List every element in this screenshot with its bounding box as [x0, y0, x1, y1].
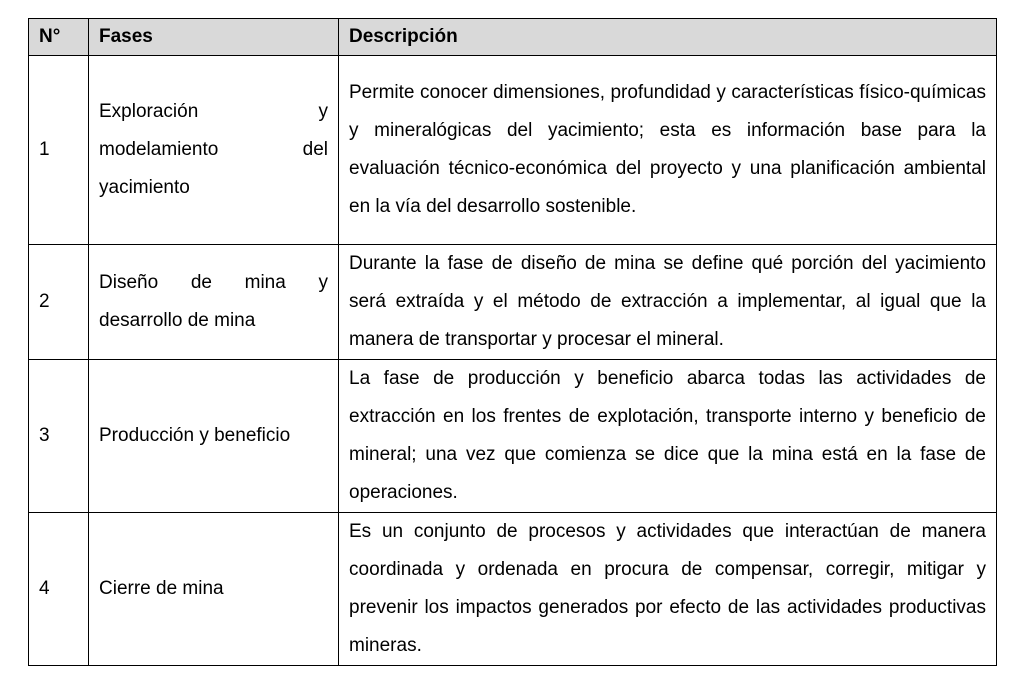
- row-number: 4: [29, 513, 89, 666]
- row-number: 1: [29, 56, 89, 245]
- row-descripcion: Durante la fase de diseño de mina se define qué porción del yacimiento será extraída y el método de extracción a implementar, al igual que la manera de transportar y procesar el mineral.: [339, 245, 997, 360]
- row-fase: Producción y beneficio: [89, 360, 339, 513]
- row-descripcion: Permite conocer dimensiones, profundidad y características físico-químicas y mineralógicas del yacimiento; esta es información base para la evaluación técnico-económica del proyecto y una planificación ambiental en la vía del desarrollo sostenible.: [339, 56, 997, 245]
- table-row: [29, 513, 997, 666]
- row-number: 2: [29, 245, 89, 360]
- phases-table: [28, 18, 997, 666]
- header-row: [29, 19, 997, 56]
- header-fases: Fases: [89, 19, 339, 56]
- row-fase: Exploración y modelamiento del yacimiento: [89, 56, 339, 245]
- table-row: [29, 245, 997, 360]
- row-fase: Diseño de mina y desarrollo de mina: [89, 245, 339, 360]
- table-row: [29, 56, 997, 245]
- row-fase: Cierre de mina: [89, 513, 339, 666]
- row-number: 3: [29, 360, 89, 513]
- table-row: [29, 360, 997, 513]
- header-number: N°: [29, 19, 89, 56]
- row-descripcion: La fase de producción y beneficio abarca todas las actividades de extracción en los frentes de explotación, transporte interno y beneficio de mineral; una vez que comienza se dice que la mina está en la fase de operaciones.: [339, 360, 997, 513]
- row-descripcion: Es un conjunto de procesos y actividades que interactúan de manera coordinada y ordenada en procura de compensar, corregir, mitigar y prevenir los impactos generados por efecto de las actividades productivas mineras.: [339, 513, 997, 666]
- header-descripcion: Descripción: [339, 19, 997, 56]
